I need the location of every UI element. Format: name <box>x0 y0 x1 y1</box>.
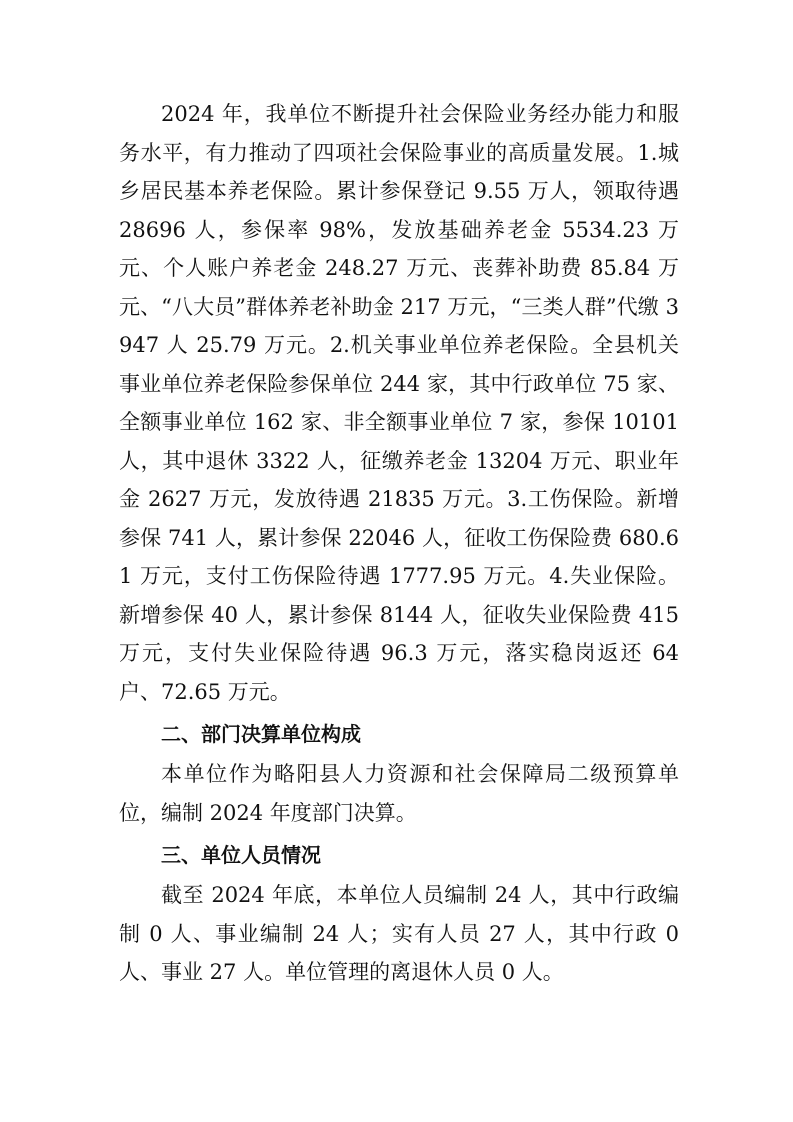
document-page <box>119 95 679 992</box>
staff-paragraph: 截至 2024 年底，本单位人员编制 24 人，其中行政编制 0 人、事业编制 24 人；实有人员 27 人，其中行政 0 人、事业 27 人。单位管理的离退休人员 0 人。 <box>119 883 679 984</box>
unit-composition-paragraph: 本单位作为略阳县人力资源和社会保障局二级预算单位，编制 2024 年度部门决算。 <box>119 762 679 825</box>
section-heading-staff: 三、单位人员情况 <box>161 843 321 867</box>
intro-paragraph: 2024 年，我单位不断提升社会保险业务经办能力和服务水平，有力推动了四项社会保险事业的高质量发展。1.城乡居民基本养老保险。累计参保登记 9.55 万人，领取待遇 28696 人，参保率 98%，发放基础养老金 5534.23 万元、个人账户养老金 248.27 万元、丧葬补助费 85.84 万元、“八大员”群体养老补助金 217 万元，“三类人群”代缴 3947 人 25.79 万元。2.机关事业单位养老保险。全县机关事业单位养老保险参保单位 244 家，其中行政单位 75 家、全额事业单位 162 家、非全额事业单位 7 家，参保 10101 人，其中退休 3322 人，征缴养老金 13204 万元、职业年金 2627 万元，发放待遇 21835 万元。3.工伤保险。新增参保 741 人，累计参保 22046 人，征收工伤保险费 680.61 万元，支付工伤保险待遇 1777.95 万元。4.失业保险。新增参保 40 人，累计参保 8144 人，征收失业保险费 415 万元，支付失业保险待遇 96.3 万元，落实稳岗返还 64 户、72.65 万元。 <box>119 102 679 704</box>
section-heading-unit-composition: 二、部门决算单位构成 <box>161 722 361 746</box>
